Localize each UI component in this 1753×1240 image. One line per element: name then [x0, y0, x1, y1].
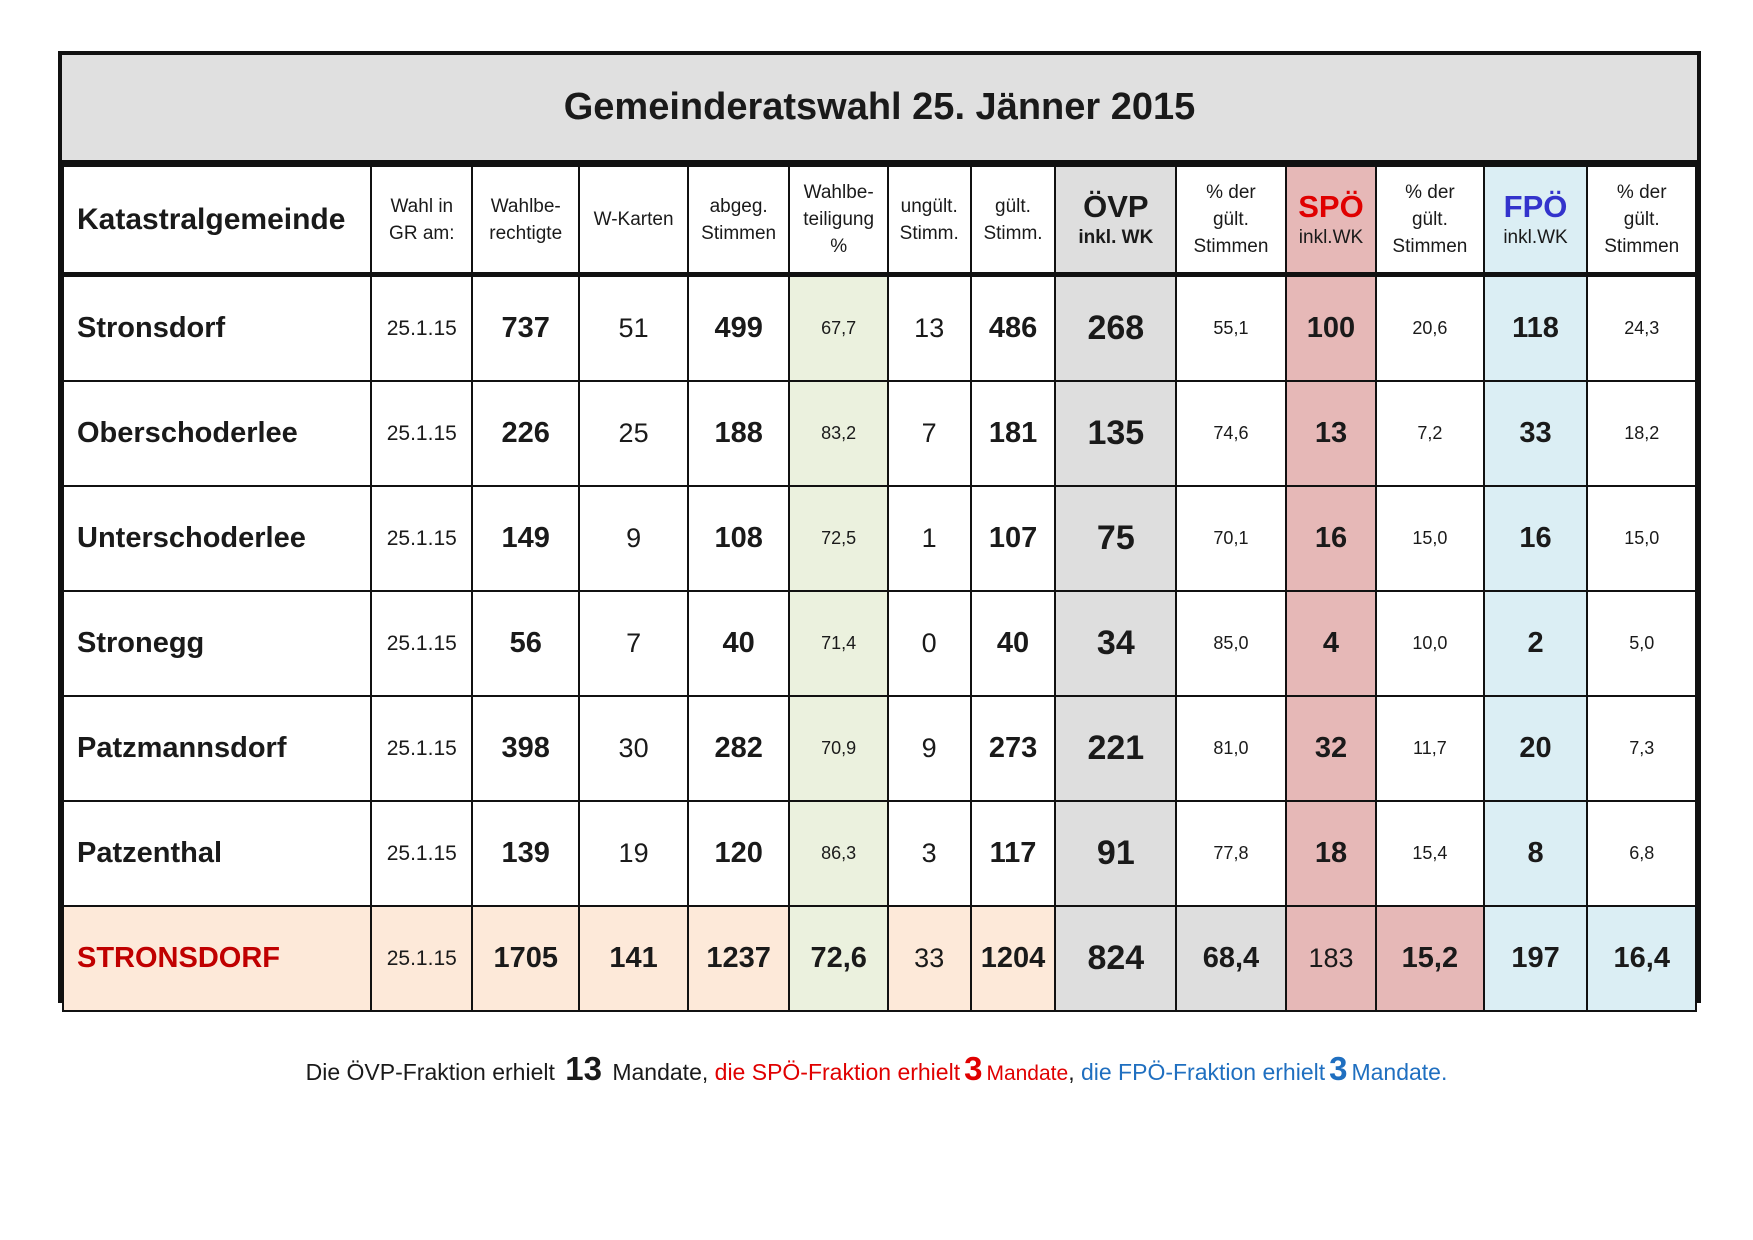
- cell-spoe-pct: 15,0: [1376, 486, 1483, 591]
- table-row: [63, 591, 1696, 696]
- cell-fpoe: 197: [1484, 906, 1588, 1011]
- cell-fpoe-pct: 6,8: [1587, 801, 1696, 906]
- note-oevp-mandates: 13: [565, 1050, 602, 1087]
- note-fpoe-mandates: 3: [1329, 1050, 1348, 1087]
- table-row: [63, 696, 1696, 801]
- cell-name: Stronsdorf: [63, 275, 371, 382]
- cell-name: Patzmannsdorf: [63, 696, 371, 801]
- cell-fpoe: 20: [1484, 696, 1588, 801]
- cell-wahl-datum: 25.1.15: [371, 486, 472, 591]
- cell-wahlbeteiligung: 72,6: [789, 906, 887, 1011]
- cell-abgeg-stimmen: 499: [688, 275, 790, 382]
- cell-gueltig: 486: [971, 275, 1056, 382]
- page-title: Gemeinderatswahl 25. Jänner 2015: [62, 55, 1697, 165]
- note-spoe-text: die SPÖ-Fraktion erhielt: [714, 1059, 961, 1085]
- cell-oevp-pct: 81,0: [1176, 696, 1286, 801]
- cell-wahlberechtigte: 139: [472, 801, 579, 906]
- header-fpoe: FPÖ inkl.WK: [1484, 166, 1588, 275]
- cell-gueltig: 40: [971, 591, 1056, 696]
- cell-spoe-pct: 11,7: [1376, 696, 1483, 801]
- note-separator: ,: [1068, 1059, 1075, 1085]
- cell-spoe: 32: [1286, 696, 1377, 801]
- cell-wahlberechtigte: 398: [472, 696, 579, 801]
- table-row: [63, 275, 1696, 382]
- cell-fpoe-pct: 15,0: [1587, 486, 1696, 591]
- cell-wahlbeteiligung: 67,7: [789, 275, 887, 382]
- cell-oevp: 268: [1055, 275, 1176, 382]
- cell-spoe: 4: [1286, 591, 1377, 696]
- cell-ungueltig: 7: [888, 381, 971, 486]
- cell-name: STRONSDORF: [63, 906, 371, 1011]
- cell-fpoe: 2: [1484, 591, 1588, 696]
- note-fpoe-mandate-label: Mandate.: [1351, 1059, 1448, 1085]
- cell-w-karten: 141: [579, 906, 687, 1011]
- cell-w-karten: 30: [579, 696, 687, 801]
- header-wahlberechtigte: Wahlbe- rechtigte: [472, 166, 579, 275]
- cell-wahlbeteiligung: 86,3: [789, 801, 887, 906]
- note-spoe-mandates: 3: [964, 1050, 983, 1087]
- total-row: [63, 906, 1696, 1011]
- cell-gueltig: 1204: [971, 906, 1056, 1011]
- header-oevp: ÖVP inkl. WK: [1055, 166, 1176, 275]
- cell-fpoe: 8: [1484, 801, 1588, 906]
- cell-oevp: 221: [1055, 696, 1176, 801]
- cell-ungueltig: 1: [888, 486, 971, 591]
- cell-fpoe-pct: 18,2: [1587, 381, 1696, 486]
- cell-w-karten: 25: [579, 381, 687, 486]
- table-body: [63, 275, 1696, 1012]
- header-wahl-in: Wahl in GR am:: [371, 166, 472, 275]
- cell-wahl-datum: 25.1.15: [371, 381, 472, 486]
- table-row: [63, 381, 1696, 486]
- cell-oevp: 75: [1055, 486, 1176, 591]
- cell-wahl-datum: 25.1.15: [371, 696, 472, 801]
- cell-abgeg-stimmen: 120: [688, 801, 790, 906]
- cell-wahlbeteiligung: 70,9: [789, 696, 887, 801]
- cell-wahl-datum: 25.1.15: [371, 801, 472, 906]
- table-row: [63, 486, 1696, 591]
- cell-spoe: 13: [1286, 381, 1377, 486]
- note-oevp-mandate-label: Mandate,: [612, 1059, 709, 1085]
- header-abgeg-stimmen: abgeg. Stimmen: [688, 166, 790, 275]
- cell-spoe: 16: [1286, 486, 1377, 591]
- cell-spoe: 100: [1286, 275, 1377, 382]
- header-spoe-pct: % der gült. Stimmen: [1376, 166, 1483, 275]
- cell-ungueltig: 3: [888, 801, 971, 906]
- cell-oevp-pct: 70,1: [1176, 486, 1286, 591]
- cell-oevp: 135: [1055, 381, 1176, 486]
- cell-oevp-pct: 68,4: [1176, 906, 1286, 1011]
- cell-w-karten: 7: [579, 591, 687, 696]
- mandate-note: [0, 1050, 1753, 1088]
- cell-fpoe: 33: [1484, 381, 1588, 486]
- cell-wahlbeteiligung: 72,5: [789, 486, 887, 591]
- cell-wahlberechtigte: 226: [472, 381, 579, 486]
- cell-oevp-pct: 74,6: [1176, 381, 1286, 486]
- cell-gueltig: 273: [971, 696, 1056, 801]
- cell-wahlbeteiligung: 71,4: [789, 591, 887, 696]
- cell-wahl-datum: 25.1.15: [371, 275, 472, 382]
- cell-wahl-datum: 25.1.15: [371, 591, 472, 696]
- cell-ungueltig: 9: [888, 696, 971, 801]
- cell-name: Patzenthal: [63, 801, 371, 906]
- cell-w-karten: 9: [579, 486, 687, 591]
- cell-spoe-pct: 20,6: [1376, 275, 1483, 382]
- cell-wahlberechtigte: 56: [472, 591, 579, 696]
- cell-fpoe: 16: [1484, 486, 1588, 591]
- note-spoe-mandate-label: Mandate: [986, 1062, 1069, 1085]
- header-w-karten: W-Karten: [579, 166, 687, 275]
- cell-oevp-pct: 55,1: [1176, 275, 1286, 382]
- cell-fpoe-pct: 24,3: [1587, 275, 1696, 382]
- header-gueltig: gült. Stimm.: [971, 166, 1056, 275]
- table-row: [63, 801, 1696, 906]
- note-fpoe-text: die FPÖ-Fraktion erhielt: [1080, 1059, 1326, 1085]
- cell-wahl-datum: 25.1.15: [371, 906, 472, 1011]
- cell-ungueltig: 33: [888, 906, 971, 1011]
- cell-wahlberechtigte: 149: [472, 486, 579, 591]
- cell-abgeg-stimmen: 282: [688, 696, 790, 801]
- cell-wahlberechtigte: 737: [472, 275, 579, 382]
- cell-abgeg-stimmen: 40: [688, 591, 790, 696]
- cell-oevp: 34: [1055, 591, 1176, 696]
- cell-ungueltig: 0: [888, 591, 971, 696]
- cell-fpoe-pct: 16,4: [1587, 906, 1696, 1011]
- cell-oevp-pct: 77,8: [1176, 801, 1286, 906]
- cell-oevp-pct: 85,0: [1176, 591, 1286, 696]
- cell-abgeg-stimmen: 1237: [688, 906, 790, 1011]
- header-oevp-pct: % der gült. Stimmen: [1176, 166, 1286, 275]
- cell-spoe-pct: 15,2: [1376, 906, 1483, 1011]
- cell-spoe: 183: [1286, 906, 1377, 1011]
- cell-name: Unterschoderlee: [63, 486, 371, 591]
- cell-fpoe: 118: [1484, 275, 1588, 382]
- results-sheet: [58, 51, 1701, 1003]
- note-oevp-text: Die ÖVP-Fraktion erhielt: [305, 1059, 555, 1085]
- cell-gueltig: 107: [971, 486, 1056, 591]
- cell-w-karten: 19: [579, 801, 687, 906]
- cell-fpoe-pct: 7,3: [1587, 696, 1696, 801]
- header-katastralgemeinde: Katastralgemeinde: [63, 166, 371, 275]
- cell-abgeg-stimmen: 188: [688, 381, 790, 486]
- cell-oevp: 91: [1055, 801, 1176, 906]
- cell-name: Stronegg: [63, 591, 371, 696]
- cell-fpoe-pct: 5,0: [1587, 591, 1696, 696]
- header-spoe: SPÖ inkl.WK: [1286, 166, 1377, 275]
- cell-spoe-pct: 7,2: [1376, 381, 1483, 486]
- cell-wahlbeteiligung: 83,2: [789, 381, 887, 486]
- cell-ungueltig: 13: [888, 275, 971, 382]
- cell-spoe-pct: 15,4: [1376, 801, 1483, 906]
- header-row: [63, 166, 1696, 275]
- cell-name: Oberschoderlee: [63, 381, 371, 486]
- cell-spoe: 18: [1286, 801, 1377, 906]
- cell-oevp: 824: [1055, 906, 1176, 1011]
- cell-w-karten: 51: [579, 275, 687, 382]
- results-table: [62, 165, 1697, 1012]
- cell-gueltig: 117: [971, 801, 1056, 906]
- header-fpoe-pct: % der gült. Stimmen: [1587, 166, 1696, 275]
- cell-abgeg-stimmen: 108: [688, 486, 790, 591]
- cell-spoe-pct: 10,0: [1376, 591, 1483, 696]
- header-wahlbeteiligung: Wahlbe- teiligung %: [789, 166, 887, 275]
- cell-wahlberechtigte: 1705: [472, 906, 579, 1011]
- header-ungueltig: ungült. Stimm.: [888, 166, 971, 275]
- cell-gueltig: 181: [971, 381, 1056, 486]
